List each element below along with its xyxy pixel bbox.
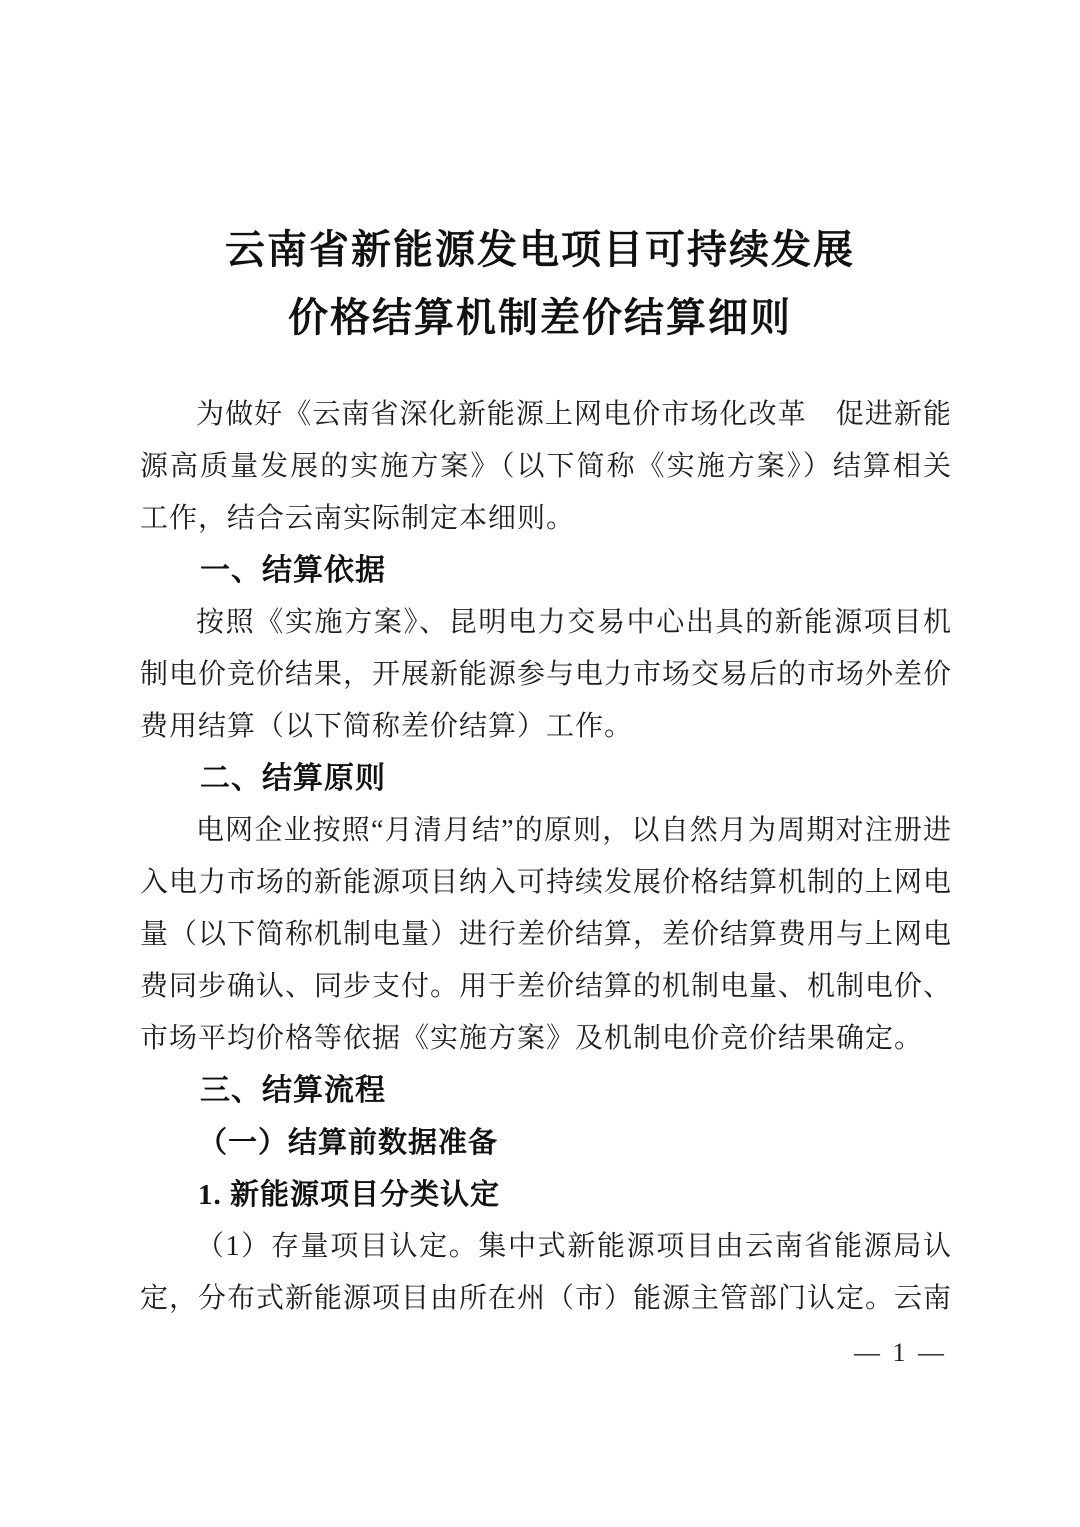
section-1-heading: 一、结算依据 <box>200 554 386 587</box>
document-title <box>0 216 1080 352</box>
section-1-paragraph: 按照《实施方案》、昆明电力交易中心出具的新能源项目机制电价竞价结果，开展新能源参与电力市场交易后的市场外差价费用结算（以下简称差价结算）工作。 <box>140 607 953 742</box>
intro-paragraph: 为做好《云南省深化新能源上网电价市场化改革 促进新能源高质量发展的实施方案》（以下简称《实施方案》）结算相关工作，结合云南实际制定本细则。 <box>140 399 952 534</box>
section-3-sub-1-heading: （一）结算前数据准备 <box>198 1127 499 1159</box>
document-title-line-2: 价格结算机制差价结算细则 <box>288 295 792 340</box>
document-body <box>140 389 952 1325</box>
section-2-paragraph: 电网企业按照“月清月结”的原则，以自然月为周期对注册进入电力市场的新能源项目纳入可持续发展价格结算机制的上网电量（以下简称机制电量）进行差价结算，差价结算费用与上网电费同步确认、同步支付。用于差价结算的机制电量、机制电价、市场平均价格等依据《实施方案》及机制电价竞价结果确定。 <box>140 815 953 1054</box>
section-3-sub-1-item-1-heading: 1. 新能源项目分类认定 <box>198 1179 501 1211</box>
document-title-line-1: 云南省新能源发电项目可持续发展 <box>225 227 855 272</box>
page-number: — 1 — <box>854 1338 947 1367</box>
section-2-heading: 二、结算原则 <box>200 762 386 795</box>
section-3-heading: 三、结算流程 <box>200 1074 386 1107</box>
section-3-sub-1-item-1-paragraph: （1）存量项目认定。集中式新能源项目由云南省能源局认定，分布式新能源项目由所在州（市）能源主管部门认定。云南 <box>140 1231 953 1314</box>
